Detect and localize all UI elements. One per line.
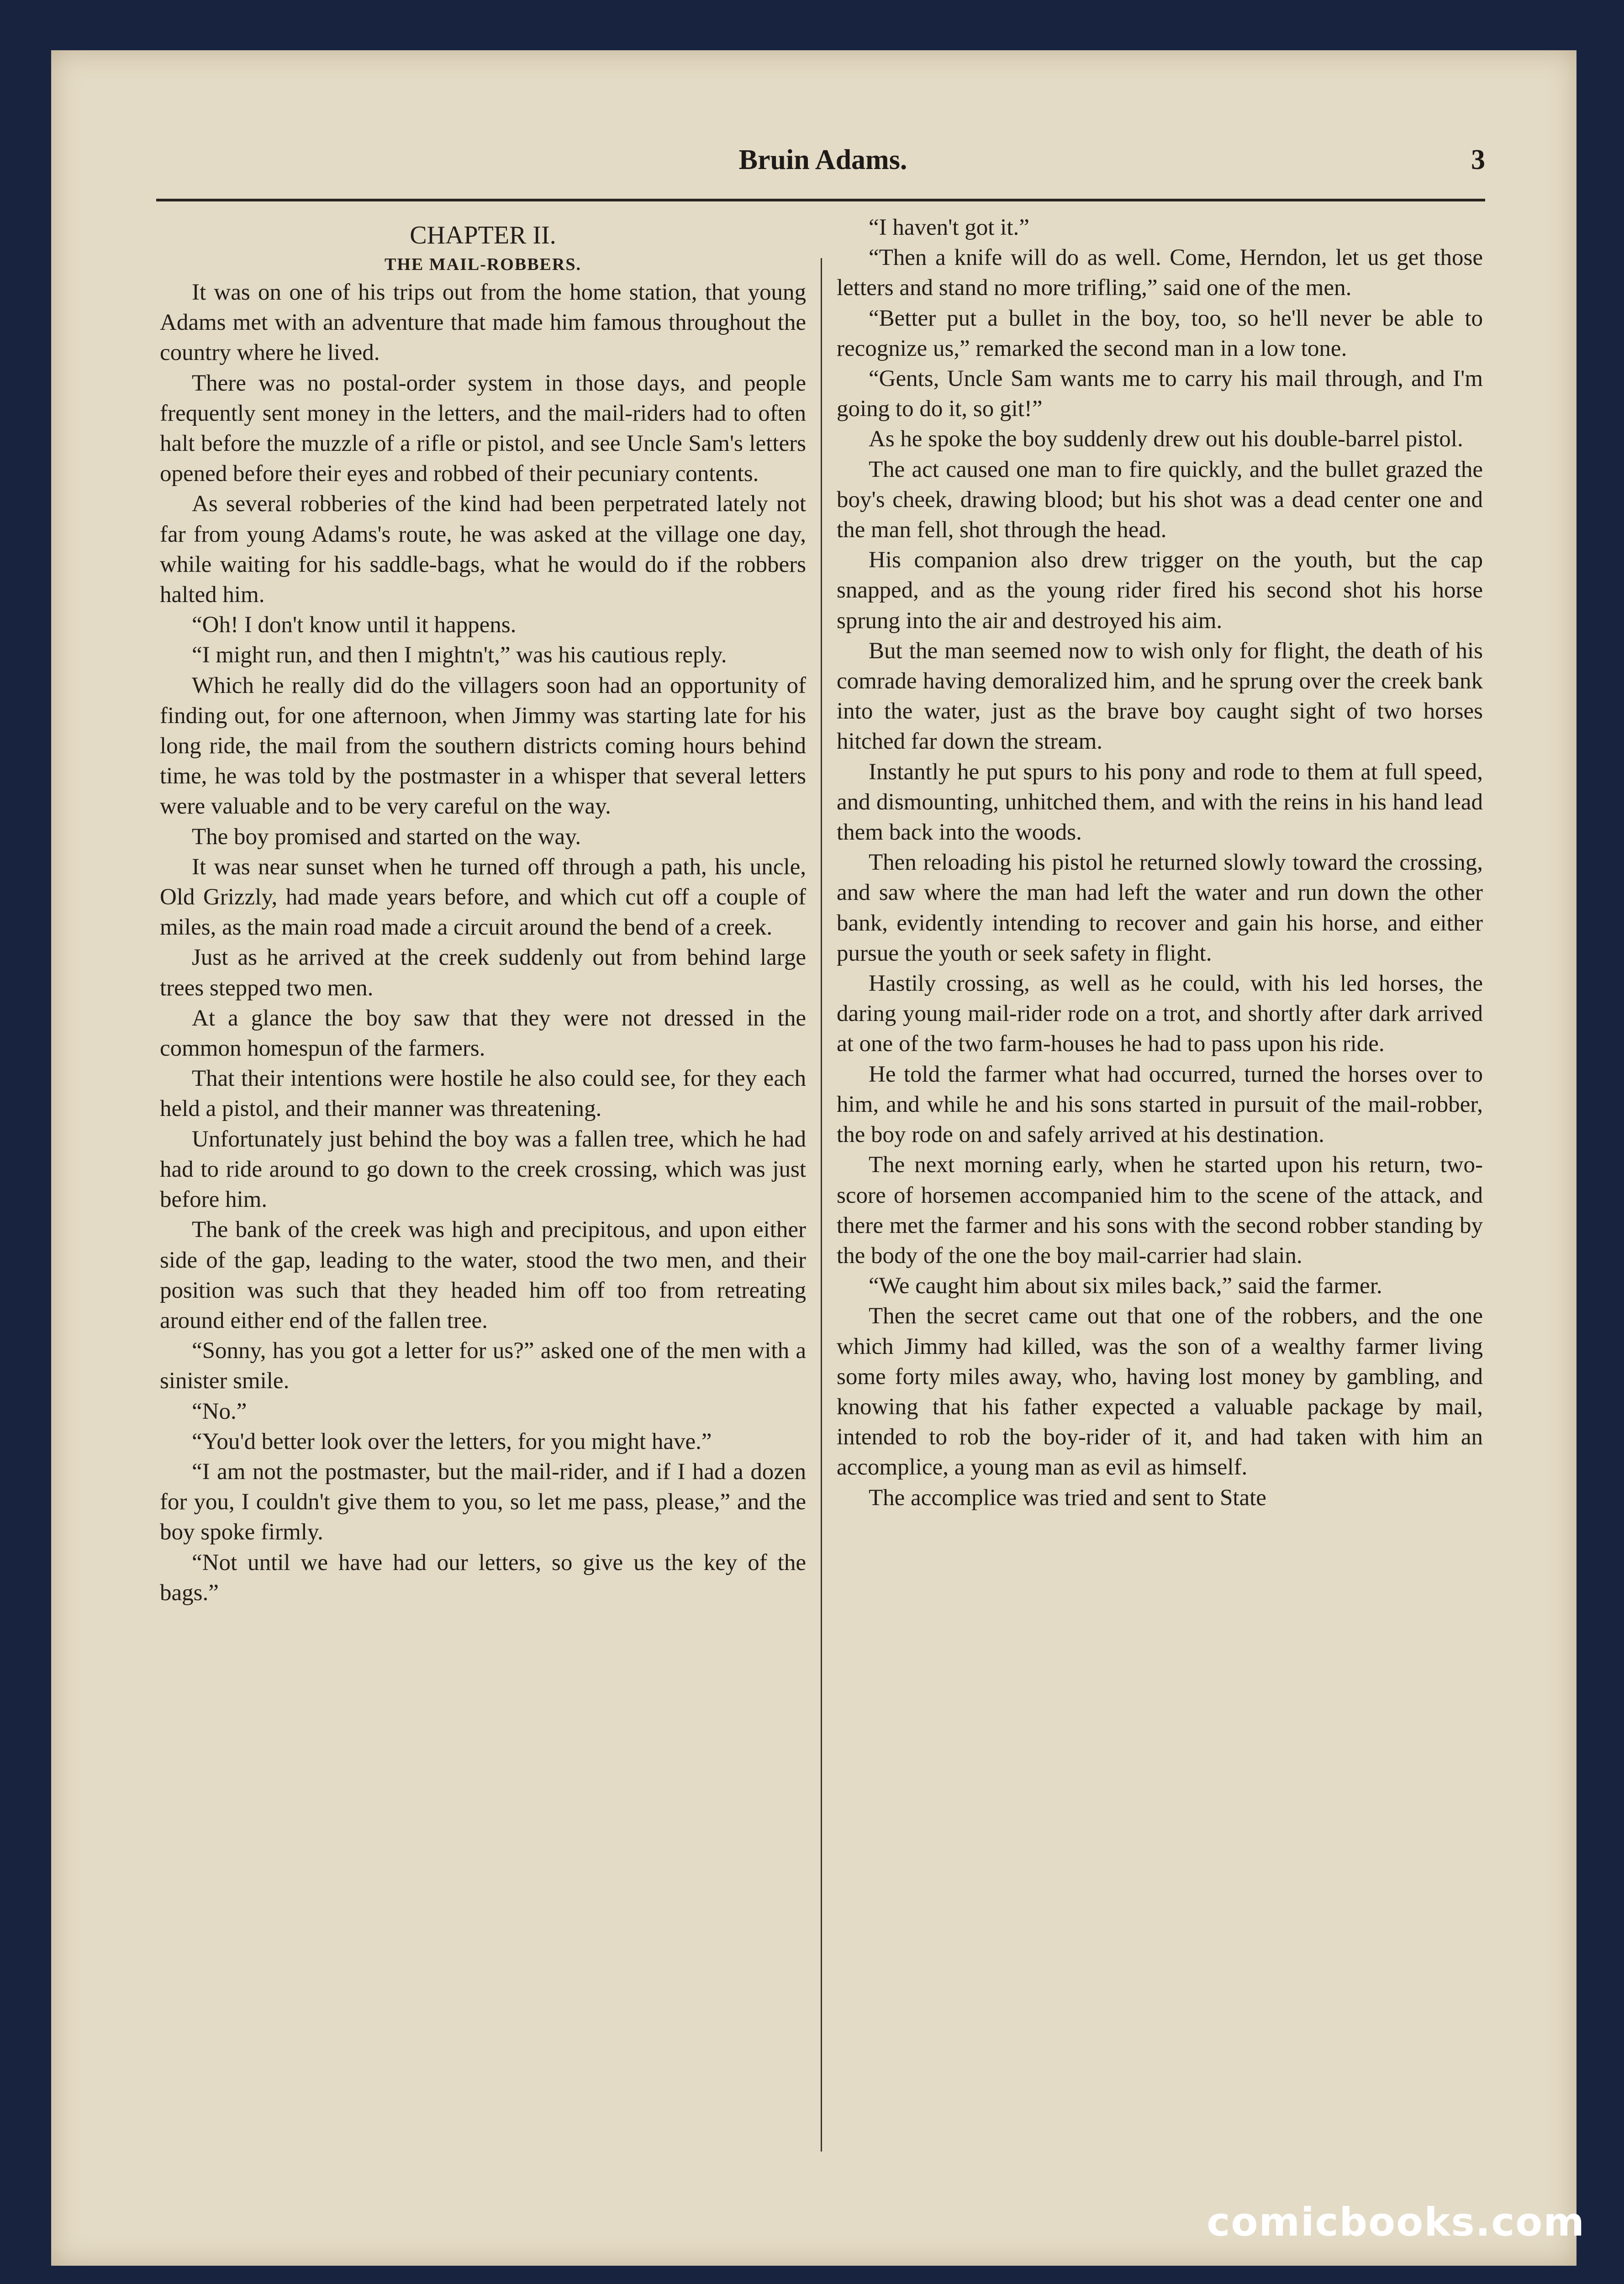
paragraph: His companion also drew trigger on the youth, but the cap snapped, and as the young rider fired his second shot his horse sprung into the air and destroyed his aim.	[837, 547, 1483, 634]
paragraph: At a glance the boy saw that they were not dressed in the common homespun of the farmers.	[160, 1005, 806, 1062]
paragraph: As several robberies of the kind had been perpetrated lately not far from young Adams's route, he was asked at the village one day, while waiting for his saddle-bags, what he would do if the robbers halted him.	[160, 491, 806, 608]
paragraph: “Better put a bullet in the boy, too, so he'll never be able to recognize us,” remarked the second man in a low tone.	[837, 305, 1483, 361]
paragraph: “Sonny, has you got a letter for us?” asked one of the men with a sinister smile.	[160, 1338, 806, 1394]
paragraph: “Not until we have had our letters, so give us the key of the bags.”	[160, 1549, 806, 1606]
right-column	[822, 212, 1483, 2152]
paragraph: Which he really did do the villagers soon had an opportunity of finding out, for one afternoon, when Jimmy was starting late for his long ride, the mail from the southern districts coming hours behind time, he was told by the postmaster in a whisper that several letters were valuable and to be very careful on the way.	[160, 672, 806, 819]
paragraph: Then reloading his pistol he returned slowly toward the crossing, and saw where the man had left the water and run down the other bank, evidently intending to recover and gain his horse, and either pursue the youth or seek safety in flight.	[837, 850, 1483, 966]
paragraph: But the man seemed now to wish only for flight, the death of his comrade having demoralized him, and he sprung over the creek bank into the water, just as the brave boy caught sight of two horses hitched far down the stream.	[837, 638, 1483, 755]
chapter-subtitle: THE MAIL-ROBBERS.	[385, 255, 581, 274]
paragraph: The act caused one man to fire quickly, and the bullet grazed the boy's cheek, drawing blood; but his shot was a dead center one and the man fell, shot through the head.	[837, 456, 1483, 543]
paragraph: Unfortunately just behind the boy was a fallen tree, which he had had to ride around to go down to the creek crossing, which was just before him.	[160, 1126, 806, 1213]
paragraph: It was near sunset when he turned off through a path, his uncle, Old Grizzly, had made years before, and which cut off a couple of miles, as the main road made a circuit around the bend of a creek.	[160, 854, 806, 941]
paragraph: “Gents, Uncle Sam wants me to carry his mail through, and I'm going to do it, so git!”	[837, 366, 1483, 422]
paragraph: “We caught him about six miles back,” said the farmer.	[869, 1273, 1382, 1299]
watermark: comicbooks.com	[1207, 2199, 1585, 2245]
paragraph: The accomplice was tried and sent to State	[869, 1485, 1266, 1511]
paragraph: There was no postal-order system in those days, and people frequently sent money in the letters, and the mail-riders had to often halt before the muzzle of a rifle or pistol, and see Uncle Sam's letters opened before their eyes and robbed of their pecuniary contents.	[160, 370, 806, 487]
chapter-title: CHAPTER II.	[410, 221, 556, 249]
paragraph: It was on one of his trips out from the home station, that young Adams met with an adventure that made him famous throughout the country where he lived.	[160, 280, 806, 366]
running-title: Bruin Adams.	[738, 144, 907, 175]
paragraph: “Oh! I don't know until it happens.	[192, 612, 517, 638]
text-columns	[160, 212, 1483, 2152]
header-rule	[156, 199, 1485, 201]
paragraph: The bank of the creek was high and precipitous, and upon either side of the gap, leading to the water, stood the two men, and their position was such that they headed him off too from retreating around either end of the fallen tree.	[160, 1217, 806, 1333]
paragraph: The boy promised and started on the way.	[192, 824, 581, 850]
paragraph: Just as he arrived at the creek suddenly out from behind large trees stepped two men.	[160, 945, 806, 1001]
paragraph: That their intentions were hostile he also could see, for they each held a pistol, and their manner was threatening.	[160, 1066, 806, 1122]
left-column	[160, 212, 821, 2152]
paragraph: Hastily crossing, as well as he could, with his led horses, the daring young mail-rider rode on a trot, and shortly after dark arrived at one of the two farm-houses he had to pass upon his ride.	[837, 971, 1483, 1057]
paragraph: As he spoke the boy suddenly drew out his double-barrel pistol.	[869, 426, 1463, 452]
paragraph: “I am not the postmaster, but the mail-rider, and if I had a dozen for you, I couldn't give them to you, so let me pass, please,” and the boy spoke firmly.	[160, 1459, 806, 1545]
page-number: 3	[1471, 144, 1485, 175]
book-page	[51, 50, 1577, 2266]
paragraph: “No.”	[192, 1398, 247, 1424]
paragraph: Then the secret came out that one of the robbers, and the one which Jimmy had killed, was the son of a wealthy farmer living some forty miles away, who, having lost money by gambling, and knowing that his father expected a valuable package by mail, intended to rob the boy-rider of it, and had taken with him an accomplice, a young man as evil as himself.	[837, 1303, 1483, 1480]
paragraph: “I might run, and then I mightn't,” was his cautious reply.	[192, 642, 727, 668]
paragraph: Instantly he put spurs to his pony and rode to them at full speed, and dismounting, unhitched them, and with the reins in his hand lead them back into the woods.	[837, 759, 1483, 846]
page-header	[161, 144, 1485, 203]
paragraph: “You'd better look over the letters, for you might have.”	[192, 1428, 712, 1454]
paragraph: “I haven't got it.”	[869, 215, 1029, 240]
paragraph: “Then a knife will do as well. Come, Herndon, let us get those letters and stand no more trifling,” said one of the men.	[837, 245, 1483, 301]
paragraph: He told the farmer what had occurred, turned the horses over to him, and while he and his sons started in pursuit of the mail-robber, the boy rode on and safely arrived at his destination.	[837, 1061, 1483, 1148]
paragraph: The next morning early, when he started upon his return, two-score of horsemen accompanied him to the scene of the attack, and there met the farmer and his sons with the second robber standing by the body of the one the boy mail-carrier had slain.	[837, 1152, 1483, 1269]
